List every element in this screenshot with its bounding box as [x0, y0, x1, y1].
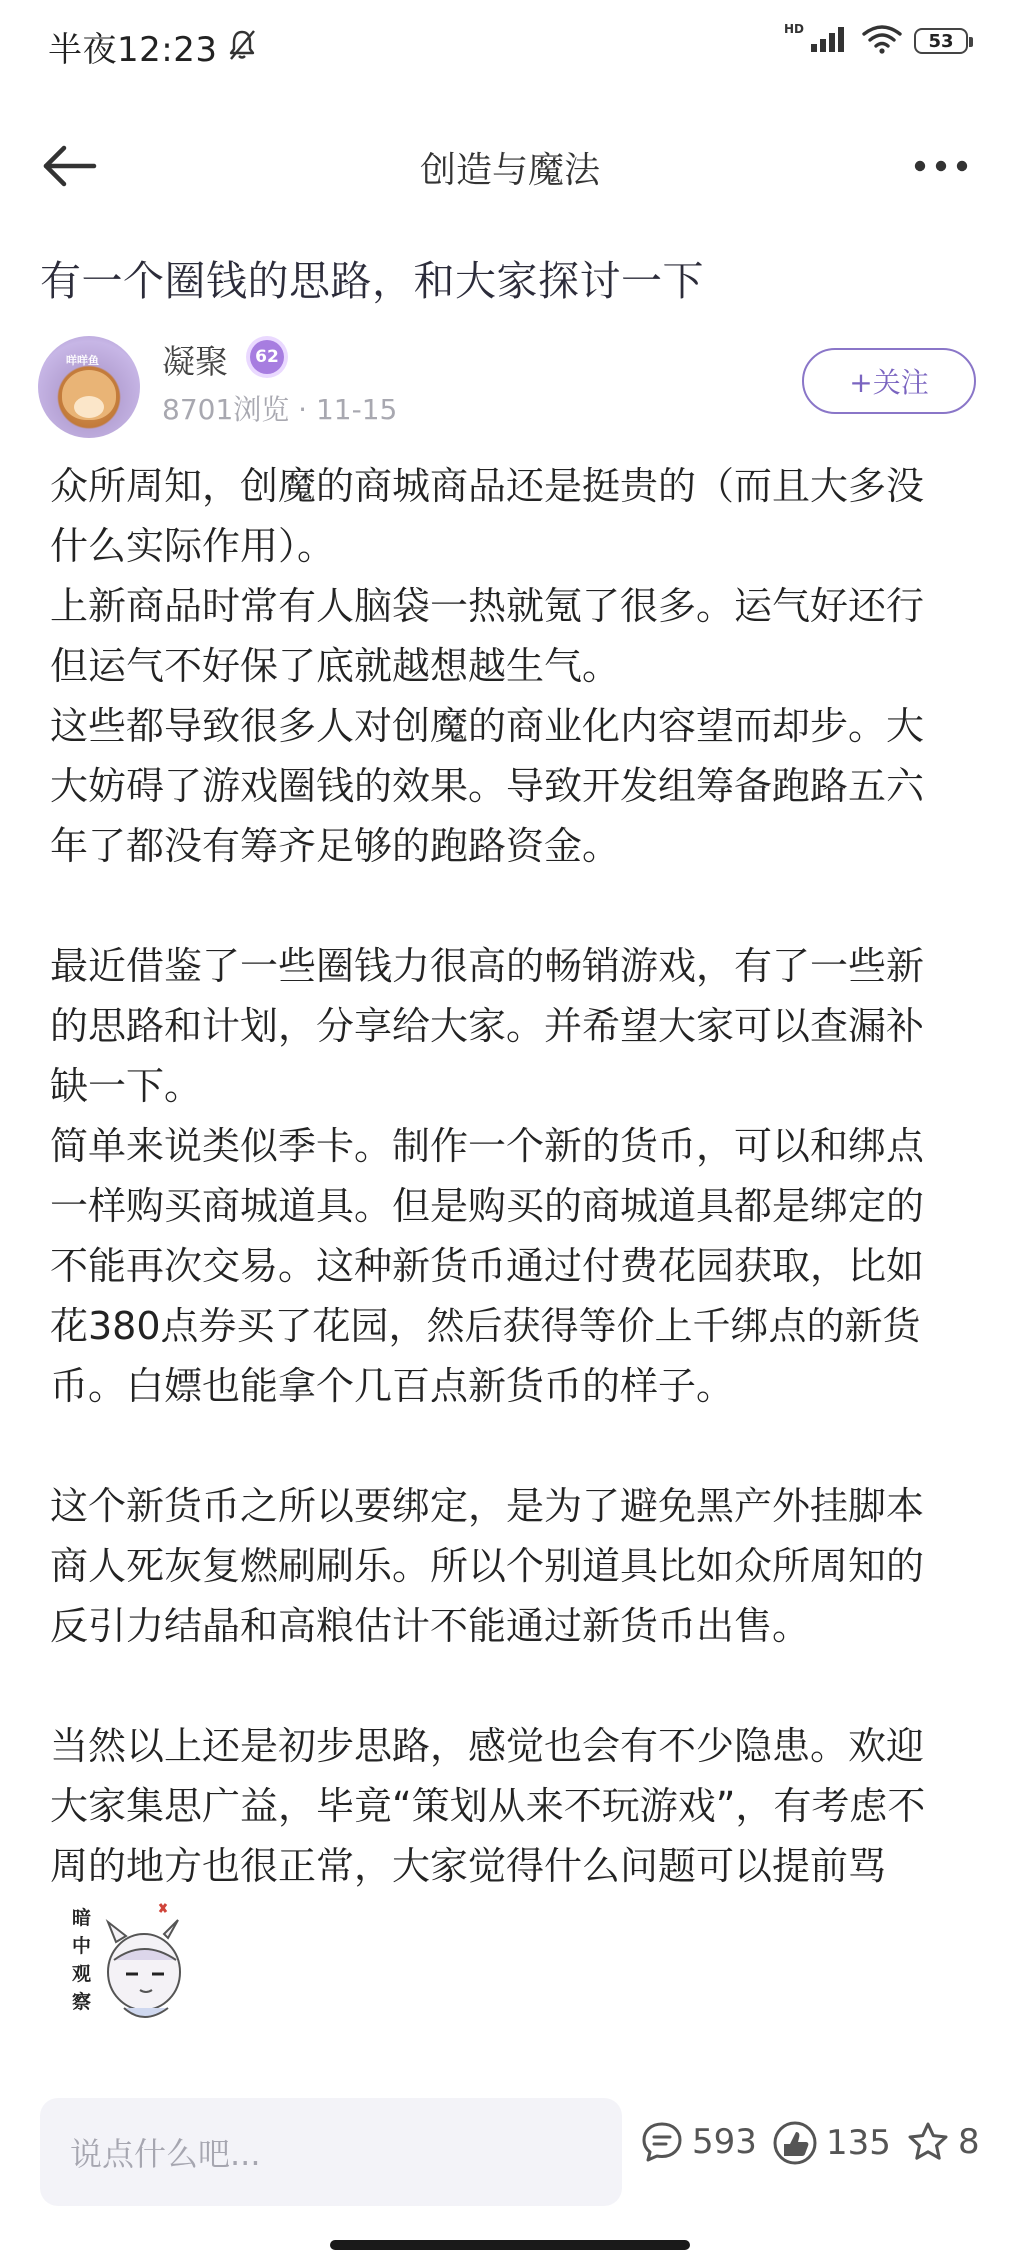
avatar-tag: 咩咩鱼	[66, 354, 99, 367]
sticker-image	[64, 1890, 194, 2030]
top-nav-bar	[0, 110, 1020, 220]
comment-bubble-icon	[640, 2120, 684, 2164]
wifi-icon	[862, 24, 902, 58]
battery-level: 53	[928, 30, 954, 52]
network-type-label: HD	[783, 22, 804, 36]
like-count: 135	[826, 2123, 891, 2163]
body-line: 花380点券买了花园，然后获得等价上千绑点的新货	[50, 1304, 921, 1348]
body-line: 缺一下。	[50, 1064, 203, 1108]
body-line: 周的地方也很正常，大家觉得什么问题可以提前骂	[50, 1844, 887, 1888]
level-badge-icon	[244, 336, 290, 380]
body-line: 但运气不好保了底就越想越生气。	[50, 644, 621, 688]
sticker-caption: 暗中观察	[72, 1907, 92, 2013]
status-bar	[0, 0, 1020, 90]
sticker-character-icon	[64, 1890, 194, 2030]
favorite-button[interactable]	[906, 2120, 980, 2164]
body-line: 一样购买商城道具。但是购买的商城道具都是绑定的	[50, 1184, 925, 1228]
like-button[interactable]	[772, 2120, 891, 2166]
paragraph-gap	[50, 876, 980, 936]
body-line: 大家集思广益，毕竟“策划从来不玩游戏”，有考虑不	[50, 1784, 926, 1828]
star-icon	[906, 2120, 950, 2164]
body-line: 众所周知，创魔的商城商品还是挺贵的（而且大多没	[50, 464, 925, 508]
level-number: 62	[250, 340, 284, 374]
body-line: 最近借鉴了一些圈钱力很高的畅销游戏，有了一些新	[50, 944, 925, 988]
thumbs-up-icon	[772, 2120, 818, 2166]
body-line: 这些都导致很多人对创魔的商业化内容望而却步。大	[50, 704, 925, 748]
signal-icon	[810, 25, 850, 57]
body-line: 币。白嫖也能拿个几百点新货币的样子。	[50, 1364, 735, 1408]
body-line: 当然以上还是初步思路，感觉也会有不少隐患。欢迎	[50, 1724, 925, 1768]
favorite-count: 8	[958, 2122, 980, 2162]
paragraph-gap	[50, 1656, 980, 1716]
body-line: 什么实际作用）。	[50, 524, 336, 568]
bottom-action-bar	[0, 2090, 1020, 2220]
home-indicator[interactable]	[330, 2240, 690, 2250]
comment-placeholder: 说点什么吧...	[70, 2135, 261, 2173]
body-line: 反引力结晶和高粮估计不能通过新货币出售。	[50, 1604, 811, 1648]
comment-count: 593	[692, 2122, 757, 2162]
body-line: 不能再次交易。这种新货币通过付费花园获取，比如	[50, 1244, 925, 1288]
post-meta: 8701浏览 · 11-15	[162, 393, 398, 426]
status-bar-left	[48, 22, 257, 71]
body-line: 大妨碍了游戏圈钱的效果。导致开发组筹备跑路五六	[50, 764, 925, 808]
comment-button[interactable]	[640, 2120, 757, 2164]
comment-input[interactable]	[40, 2098, 622, 2206]
follow-button[interactable]	[802, 348, 976, 414]
more-dots-icon	[913, 159, 969, 173]
avatar-dog-muzzle	[74, 396, 104, 418]
body-line: 的思路和计划，分享给大家。并希望大家可以查漏补	[50, 1004, 925, 1048]
status-time: 半夜12:23	[48, 30, 218, 70]
author-row	[38, 332, 982, 442]
mute-bell-icon	[227, 29, 257, 65]
body-line: 上新商品时常有人脑袋一热就氪了很多。运气好还行	[50, 584, 925, 628]
body-line: 商人死灰复燃刷刷乐。所以个别道具比如众所周知的	[50, 1544, 925, 1588]
more-options-button[interactable]	[906, 138, 976, 194]
post-body	[50, 456, 980, 1896]
status-bar-right	[784, 24, 968, 58]
forum-title: 创造与魔法	[419, 150, 600, 191]
paragraph-gap	[50, 1416, 980, 1476]
body-line: 简单来说类似季卡。制作一个新的货币，可以和绑点	[50, 1124, 925, 1168]
avatar[interactable]	[38, 336, 140, 438]
author-name[interactable]: 凝聚	[162, 342, 228, 381]
post-title: 有一个圈钱的思路，和大家探讨一下	[40, 257, 704, 305]
battery-icon	[914, 28, 968, 54]
follow-button-label: +关注	[849, 366, 929, 399]
body-line: 这个新货币之所以要绑定，是为了避免黑产外挂脚本	[50, 1484, 925, 1528]
body-line: 年了都没有筹齐足够的跑路资金。	[50, 824, 621, 868]
